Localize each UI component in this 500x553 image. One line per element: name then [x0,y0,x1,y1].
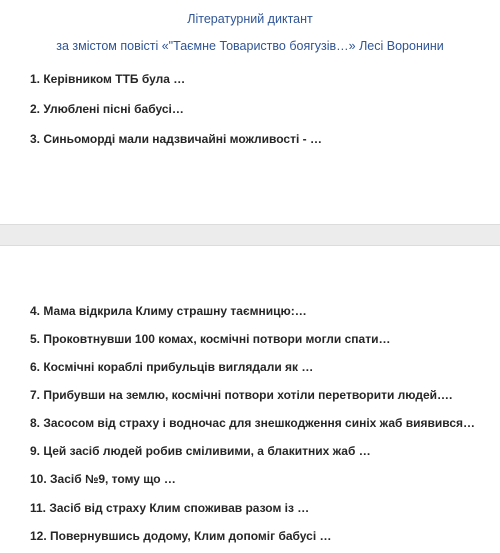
question-item-2: 2. Улюблені пісні бабусі… [30,102,184,116]
question-item-4: 4. Мама відкрила Климу страшну таємницю:… [30,304,307,318]
document-subtitle: за змістом повісті «"Таємне Товариство боягузів…» Лесі Воронини [56,39,444,53]
question-item-5: 5. Проковтнувши 100 комах, космічні потвори могли спати… [30,332,391,346]
page-separator [0,224,500,246]
question-item-9: 9. Цей засіб людей робив сміливими, а блакитних жаб … [30,444,371,458]
question-item-8: 8. Засосом від страху і водночас для знешкодження синіх жаб виявився… [30,416,476,430]
question-item-12: 12. Повернувшись додому, Клим допоміг бабусі … [30,529,332,543]
document-page-2 [0,246,500,553]
question-item-3: 3. Синьоморді мали надзвичайні можливості - … [30,132,322,146]
document-page-1 [0,0,500,224]
question-item-10: 10. Засіб №9, тому що … [30,472,176,486]
question-item-1: 1. Керівником ТТБ була … [30,72,186,86]
document-title: Літературний диктант [187,12,313,26]
question-item-7: 7. Прибувши на землю, космічні потвори хотіли перетворити людей…. [30,388,453,402]
question-item-11: 11. Засіб від страху Клим споживав разом із … [30,501,310,515]
question-item-6: 6. Космічні кораблі прибульців виглядали як … [30,360,314,374]
